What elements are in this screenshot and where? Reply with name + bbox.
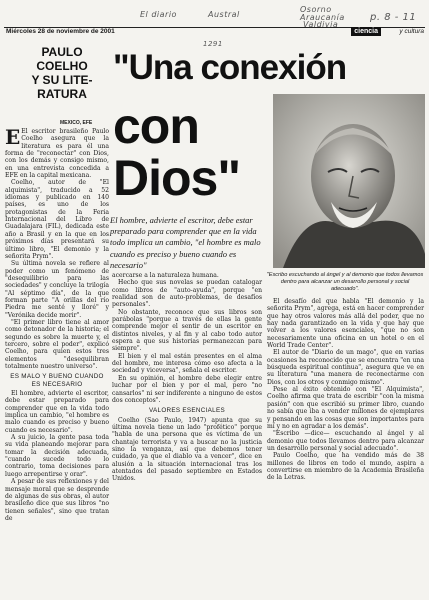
paragraph: Pese al éxito obtenido con "El Alquimista", Coelho afirma que trata de escribir "con la misma pasión" con que escribió su primer libro, cuando no sabía que iba a vender millones de ejemplares y pensando en las cosas que son importantes para mí y no en agradar a los demás".	[267, 386, 424, 430]
paragraph: En su opinión, el hombre debe elegir entre luchar por el bien y por el mal, pero "no cansarlos" ni ser indiferente a ninguno de estos dos conceptos".	[112, 374, 262, 404]
section-label: ciencia	[351, 27, 381, 36]
paragraph: Su última novela se refiere al poder como un fenómeno de "desequilibrio para las sociedades" y concluye la trilogía "Al séptimo día", de la que forman parte "A orillas del río Piedra me senté y lloré" y "Verónika decide morir".	[5, 260, 109, 319]
paragraph: Paulo Coelho, que ha vendido más de 38 millones de libros en todo el mundo, aspira a convertirse en miembro de la Academia Brasileña de la Letras.	[267, 452, 424, 482]
headline-line-1: "Una conexión	[113, 48, 347, 87]
paragraph: acercarse a la naturaleza humana.	[112, 272, 219, 279]
handwritten-number: 1291	[203, 40, 223, 48]
paragraph: El hombre, advierte el escritor, debe estar preparado para comprender que en la vida todo implica un cambio, "el hombre es malo cuando es preciso y bueno cuando es necesario".	[5, 390, 109, 434]
subheading: ES MALO Y BUENO CUANDO ES NECESARIO	[10, 373, 104, 388]
kicker-line: COELHO	[36, 59, 88, 73]
publication-date: Miércoles 28 de noviembre de 2001	[6, 28, 115, 35]
section-sublabel: y cultura	[399, 28, 424, 35]
paragraph: No obstante, reconoce que sus libros son parábolas "porque a través de ellas la gente comprende mejor el sentir de un escritor en distintos niveles, y al fin y al cabo todo autor espera a que sus historias permanezcan para siempre".	[112, 308, 262, 353]
paragraph: "El primer libro tiene al amor como detonador de la historia; el segundo es sobre la muerte y, el tercero, sobre el poder", explicó Coelho, para quien estos tres elementos "desequilibran totalmente nuestro universo".	[5, 318, 109, 370]
portrait-image	[273, 94, 425, 268]
kicker-line: PAULO	[41, 45, 83, 59]
handwritten-annotation: Valdivia	[303, 20, 339, 29]
paragraph: "Escribo —dice— escuchando al ángel y al demonio que todos llevamos dentro para alcanzar un desarrollo personal y social adecuado".	[267, 430, 424, 452]
photo-caption: "Escribo escuchando al ángel y al demonio que todos llevamos dentro para alcanzar un desarrollo personal y social adecuado".	[266, 272, 424, 292]
paragraph: Coelho (Sao Paulo, 1947) apunta que su última novela tiene un lado "profético" porque "habla de una persona que es víctima de un chantaje terrorista y va a buscar no la justicia sino la venganza, así que debemos tener cuidado, ya que el diablo va a vencer", dice en alusión a la situación internacional tras los atentados del pasado septiembre en Estados Unidos.	[112, 416, 262, 483]
article-column-1	[5, 125, 109, 522]
headline-line-3: Dios"	[113, 150, 241, 206]
handwritten-annotation: Araucanía	[300, 13, 345, 22]
author-photo	[273, 94, 425, 268]
handwritten-annotation: Austral	[208, 10, 240, 19]
deck: El hombre, advierte el escritor, debe estar preparado para comprender que en la vida todo implica un cambio, "el hombre es malo cuando es preciso y bueno cuando es necesario"	[110, 215, 261, 270]
kicker-line: RATURA	[37, 87, 87, 101]
paragraph: A pesar de sus reflexiones y del mensaje moral que se desprende de algunas de sus obras, el autor brasileño dice que sus libros "no tienen señales", sino que tratan de	[5, 478, 109, 522]
drop-cap: E	[5, 125, 21, 149]
article-column-3	[267, 298, 424, 482]
headline-line-2: con	[113, 98, 199, 154]
handwritten-annotation: Osorno	[300, 5, 332, 14]
paragraph: Coelho, autor de "El alquimista", traducido a 52 idiomas y publicado en 140 países, es uno de los protagonistas de la Feria Internacional del Libro de Guadalajara (FIL), dedicada este año a Brasil y en la que en los próximos días presentará su último libro, "El demonio y la señorita Prym".	[5, 179, 109, 260]
handwritten-annotation: El diario	[140, 10, 177, 19]
dateline-credit: MEXICO, EFE	[60, 120, 93, 126]
kicker-line: Y SU LITE-	[31, 73, 93, 87]
article-column-2	[112, 272, 262, 483]
subheading: VALORES ESENCIALES	[149, 407, 225, 415]
paragraph: El autor de "Diario de un mago", que en varias ocasiones ha reconocido que se encuentra "en una búsqueda espiritual continua", asegura que ve en su literatura "una manera de reconectarme con Dios, con los otros y conmigo mismo".	[267, 349, 424, 386]
paragraph-text: El escritor brasileño Paulo Coelho asegura que la literatura es para él una forma de "reconectar" con Dios, con los demás y consigo mismo, en una entrevista concedida a EFE en la capital mexicana.	[5, 128, 109, 180]
paragraph: El desafío del que habla "El demonio y la señorita Prym", agrega, está en hacer comprender que hay otros valores más allá del poder, que no hay nada garantizado en la vida y que hay que volver a los valores esenciales, "que no son necesariamente una oficina en un hotel o en el World Trade Center".	[267, 298, 424, 350]
paragraph: A su juicio, la gente pasa toda su vida planeando mejorar para tomar la decisión adecuada, "cuando sucede todo lo contrario, toma decisiones para luego arrepentirse y orar".	[5, 434, 109, 478]
paragraph: El bien y el mal están presentes en el alma del hombre, me interesa cómo eso afecta a la sociedad y viceversa", señala el escritor.	[112, 352, 262, 375]
paragraph	[5, 125, 109, 180]
kicker	[12, 45, 112, 101]
paragraph: Hecho que sus novelas se puedan catalogar como libros de "auto-ayuda", porque "en realidad son de auto-problemas, de desafíos personales".	[112, 279, 262, 309]
handwritten-page-note: p. 8 - 11	[370, 12, 417, 23]
